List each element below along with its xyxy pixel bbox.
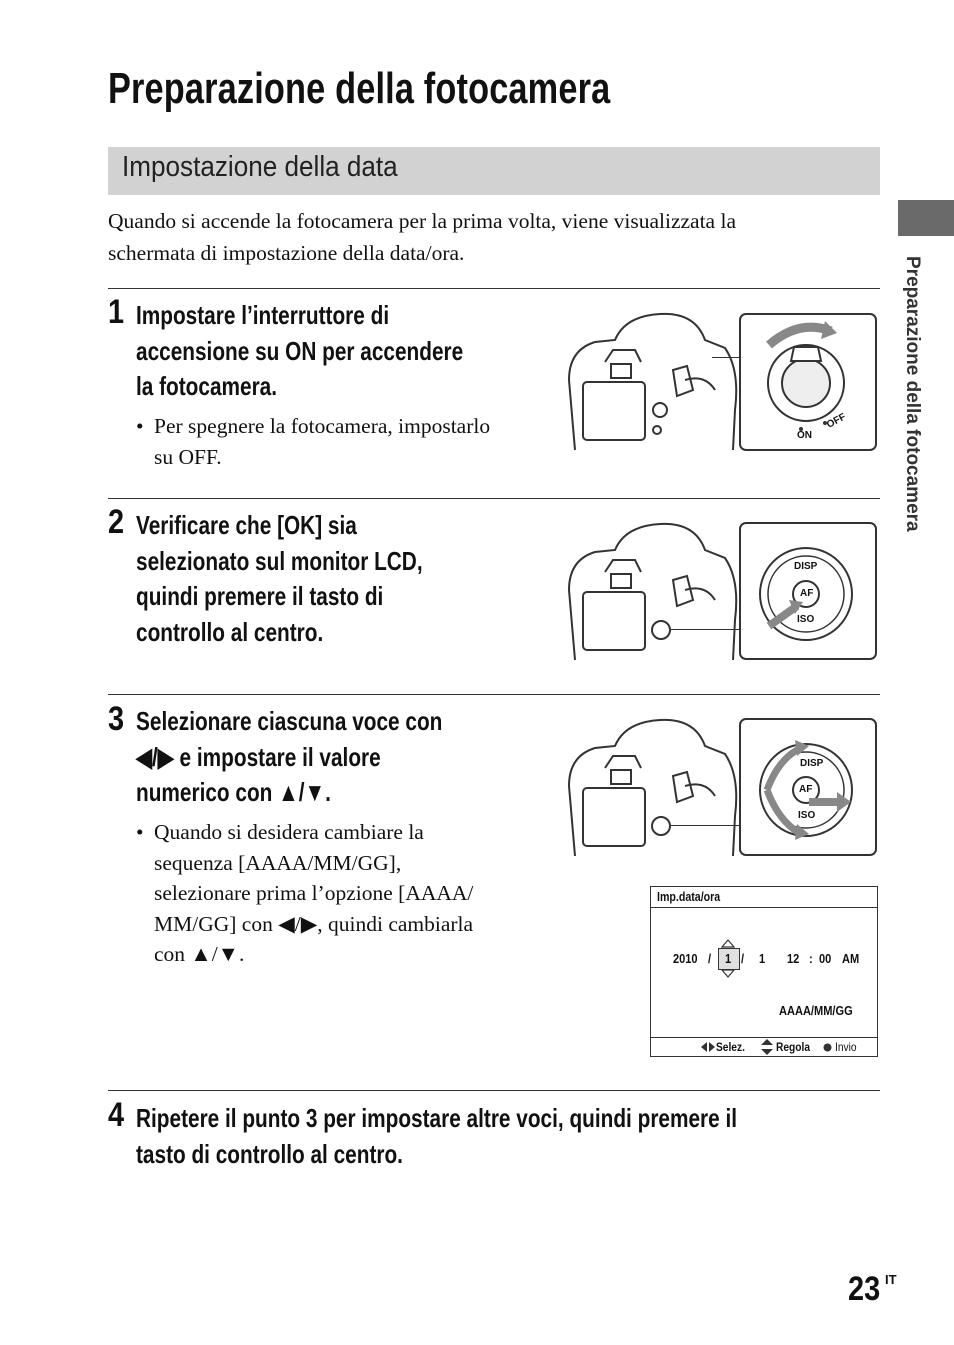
lcd-minute: 00 [819,951,832,966]
intro-line: Quando si accende la fotocamera per la prima volta, viene visualizzata la [108,209,736,233]
step-number: 3 [108,700,125,738]
camera-back-illustration [565,310,740,452]
switch-on-label: ON [797,430,812,441]
step-title-line: ◀/▶ e impostare il valore [136,741,381,772]
bullet-line: su OFF. [154,444,222,469]
side-tab-marker [898,200,954,236]
step-title-line: accensione su ON per accendere [136,335,464,366]
step-3-bullet [136,817,536,970]
dial-iso-label: ISO [797,614,815,625]
step-2-title [136,508,494,650]
lcd-footer-select: Selez. [716,1040,745,1054]
lcd-ampm: AM [842,951,860,966]
dial-disp-label: DISP [794,561,818,572]
step-1-title [136,298,545,405]
step-title-line: numerico con ▲/▼. [136,777,331,807]
step-title-line: tasto di controllo al centro. [136,1138,403,1169]
center-button-icon [823,1043,832,1052]
lcd-day: 1 [759,951,766,966]
camera-back-illustration [565,716,740,858]
lcd-separator: / [741,951,745,966]
step-title-line: controllo al centro. [136,616,324,647]
step-title-line: Selezionare ciascuna voce con [136,706,443,736]
dial-af-label: AF [799,784,813,795]
bullet-line: con ▲/▼. [154,942,245,966]
bullet-line: Quando si desidera cambiare la [154,820,424,844]
down-arrow-icon [721,969,735,978]
lcd-colon: : [809,951,813,966]
bullet-line: sequenza [AAAA/MM/GG], [154,850,402,875]
callout-line [670,825,740,826]
lcd-month: 1 [725,951,732,966]
page-title: Preparazione della fotocamera [108,64,611,113]
callout-line [712,357,740,358]
step-title-line: la fotocamera. [136,371,278,401]
step-title-line: quindi premere il tasto di [136,581,384,611]
lcd-year: 2010 [673,951,698,966]
lcd-footer-enter: Invio [835,1040,857,1054]
switch-off-label: OFF [825,411,848,431]
section-title: Impostazione della data [122,151,398,183]
step-title-line: Ripetere il punto 3 per impostare altre voci, quindi premere il [136,1103,738,1133]
lcd-date-screen [650,886,878,1057]
step-divider [108,498,880,499]
page-number: 23 [848,1270,881,1308]
page-language-code: IT [885,1272,897,1287]
camera-back-illustration [565,520,740,662]
lcd-hour: 12 [787,951,800,966]
intro-paragraph [108,205,868,269]
lcd-divider [651,1037,877,1038]
bullet-dot: • [136,820,144,844]
step-4-title [136,1101,887,1172]
dial-iso-label: ISO [798,810,816,821]
step-3-title [136,704,519,811]
step-number: 1 [108,293,125,331]
bullet-dot: • [136,414,144,438]
up-arrow-icon [721,939,735,948]
step-title-line: Impostare l’interruttore di [136,300,390,330]
left-right-arrows-icon [701,1042,715,1052]
lcd-separator: / [708,951,712,966]
step-title-line: selezionato sul monitor LCD, [136,545,423,576]
lcd-divider [651,907,877,908]
step-number: 2 [108,503,125,541]
callout-line [670,629,740,630]
step-title-line: Verificare che [OK] sia [136,510,357,540]
bullet-line: MM/GG] con ◀/▶, quindi cambiarla [154,911,474,936]
intro-line: schermata di impostazione della data/ora. [108,241,465,265]
step-1-bullet [136,411,536,472]
step-divider [108,1090,880,1091]
bullet-line: selezionare prima l’opzione [AAAA/ [154,881,474,905]
lcd-date-format: AAAA/MM/GG [779,1003,853,1018]
dial-af-label: AF [800,588,814,599]
side-tab-text: Preparazione della fotocamera [902,256,923,532]
dial-disp-label: DISP [800,758,824,769]
step-divider [108,694,880,695]
up-down-arrows-icon [761,1039,773,1055]
lcd-footer-adjust: Regola [776,1040,811,1054]
side-tab-label [895,256,925,576]
step-divider [108,288,880,289]
lcd-title: Imp.data/ora [657,890,721,904]
bullet-line: Per spegnere la fotocamera, impostarlo [154,414,491,438]
step-number: 4 [108,1096,125,1134]
section-header [108,147,880,195]
